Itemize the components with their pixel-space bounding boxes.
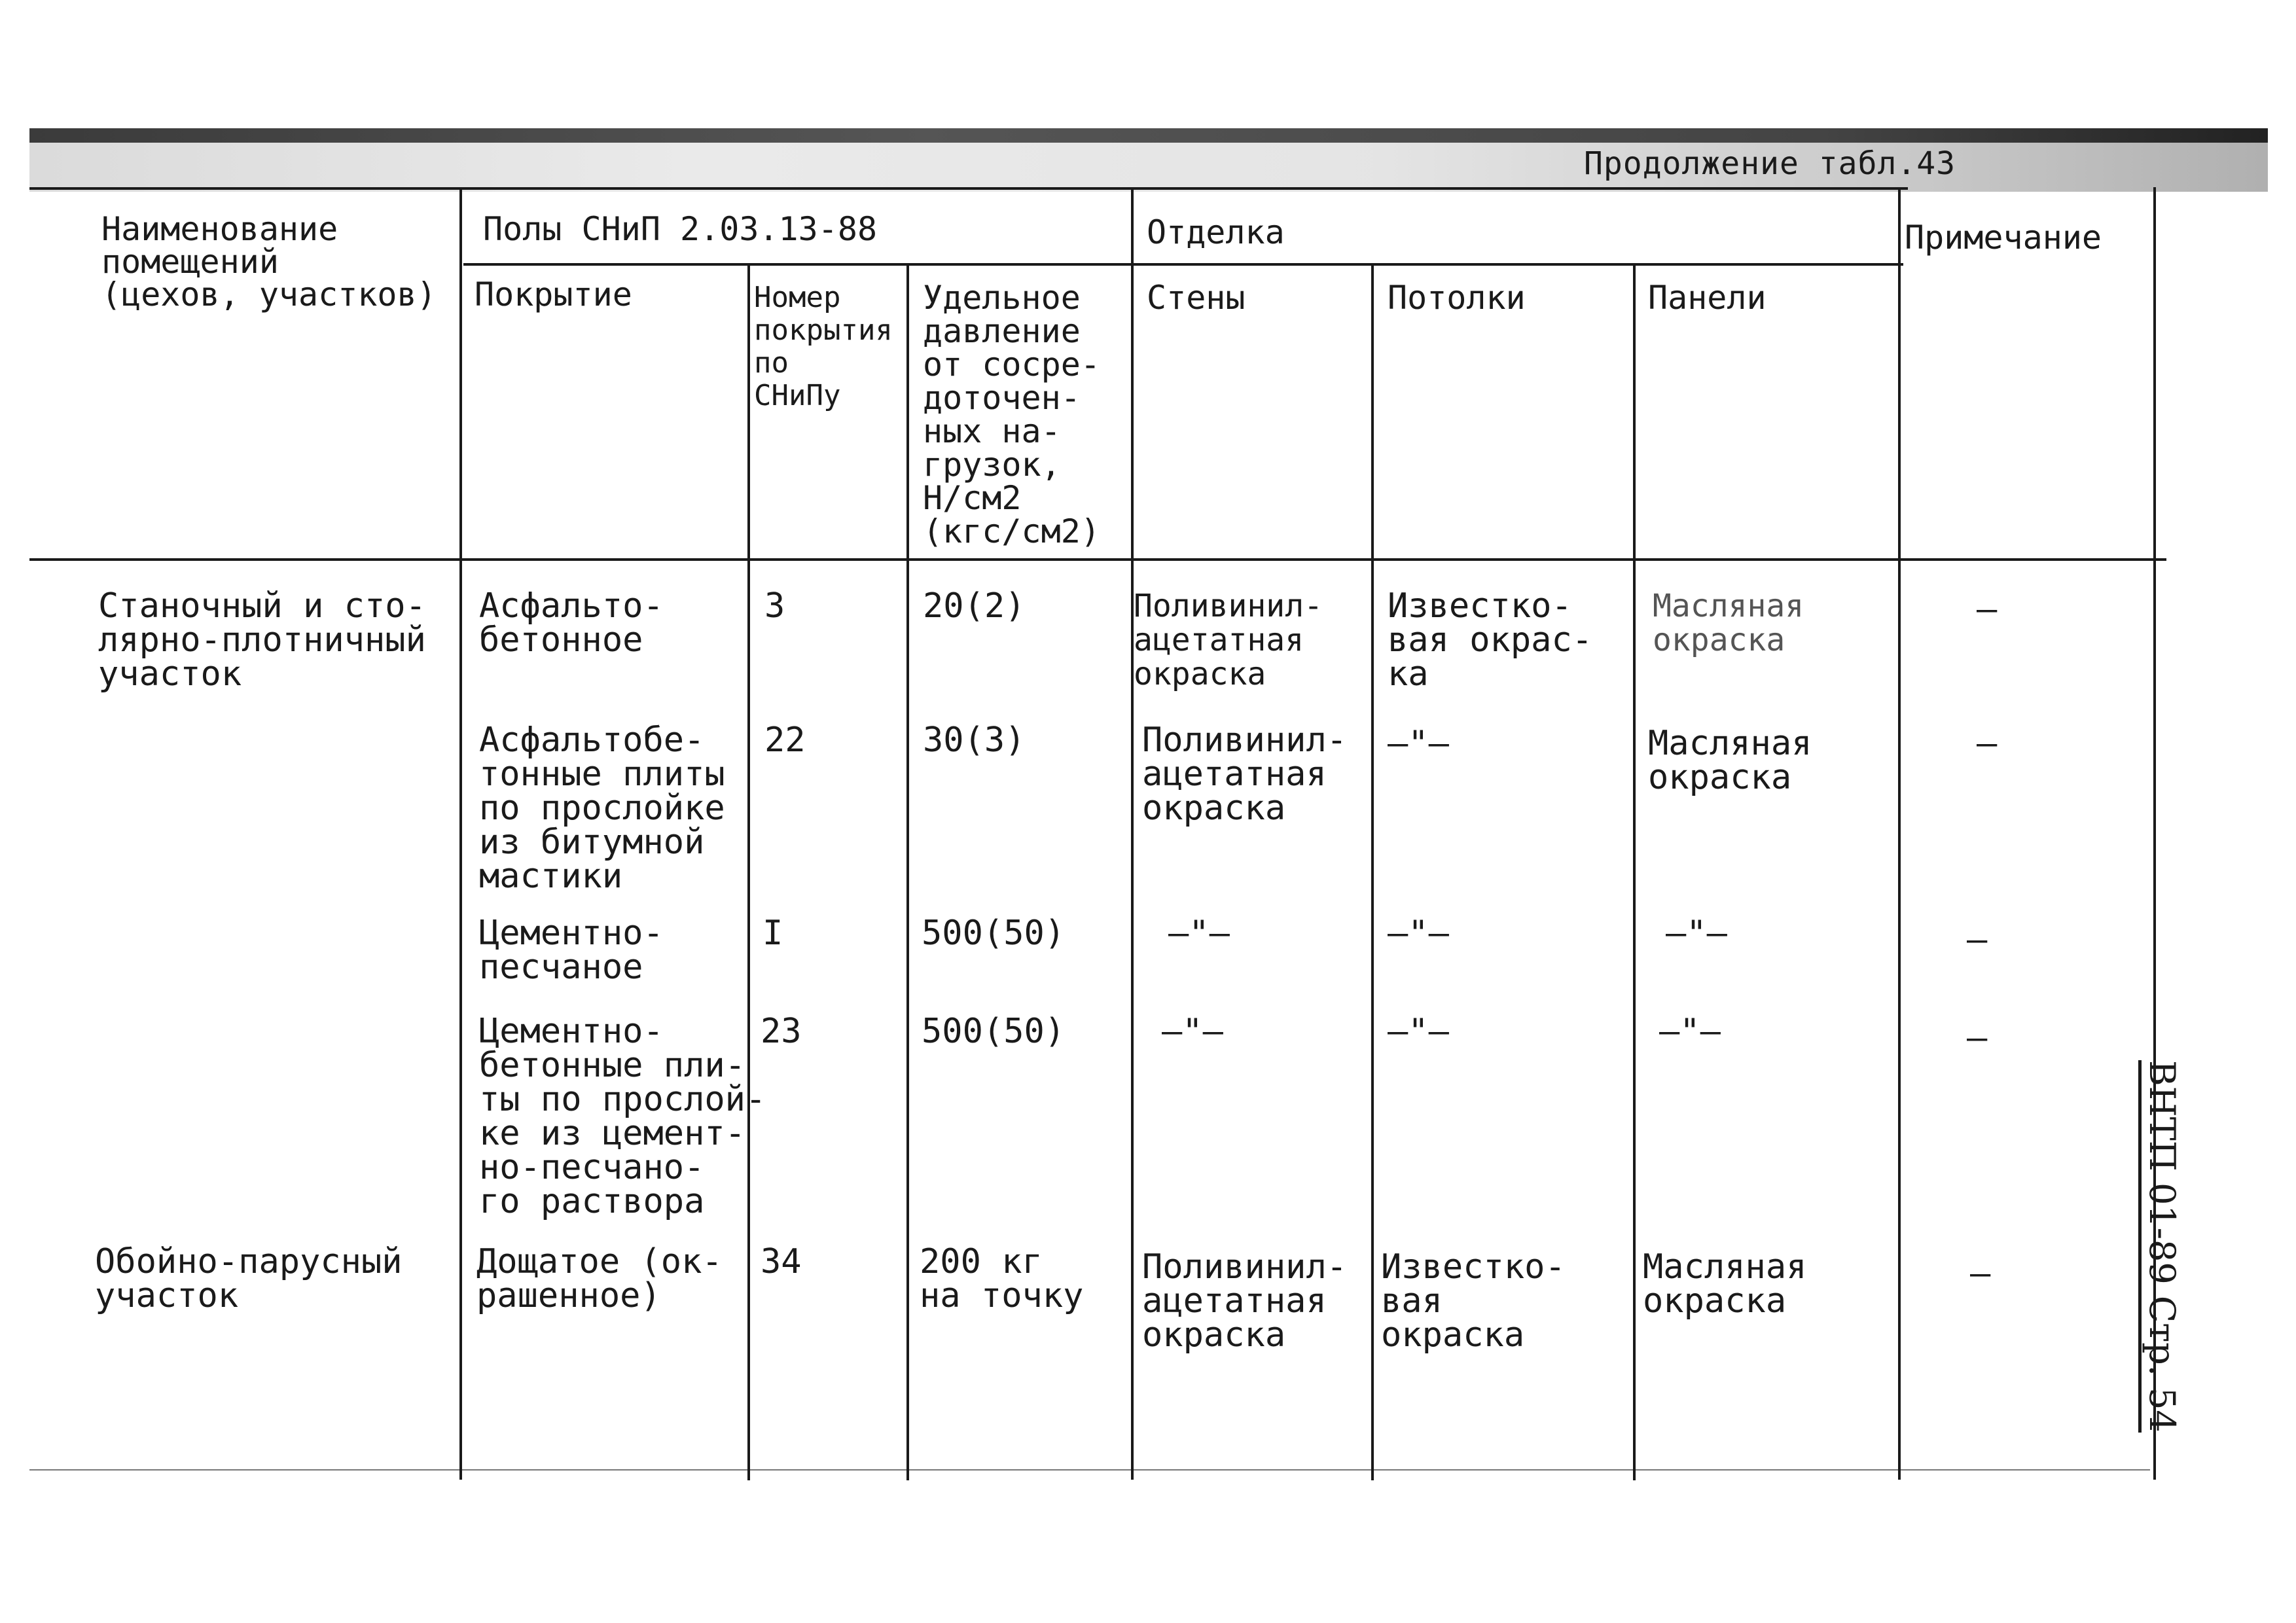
scan-shadow-edge: [29, 128, 2268, 143]
header-group-divider-floors: [463, 263, 1131, 266]
header-coating: Покрытие: [475, 276, 632, 313]
row4-coating: Цементно- бетонные пли- ты по прослой- ке из цемент- но-песчано- го раствора: [479, 1012, 766, 1221]
row4-number: 23: [761, 1012, 802, 1051]
row5-coating: Дощатое (ок- рашенное): [476, 1242, 723, 1315]
row3-note: –: [1967, 920, 1988, 959]
row5-ceilings: Известко- вая окраска: [1381, 1247, 1566, 1355]
header-note: Примечание: [1905, 219, 2102, 257]
col-divider-ceilings: [1633, 263, 1636, 1480]
row5-room: Обойно-парусный участок: [95, 1242, 403, 1315]
header-group-divider-finish: [1131, 263, 1903, 266]
side-document-stamp: ВНТП 01-89 Стр. 54: [2138, 1060, 2179, 1433]
row3-coating: Цементно- песчаное: [479, 914, 664, 987]
row2-walls: Поливинил- ацетатная окраска: [1142, 721, 1348, 828]
row5-walls: Поливинил- ацетатная окраска: [1142, 1247, 1348, 1355]
row3-number: I: [762, 914, 783, 953]
header-rooms: Наименование помещений (цехов, участков): [101, 210, 437, 313]
row1-number: 3: [764, 586, 785, 626]
header-panels: Панели: [1648, 279, 1767, 317]
header-floors-group: Полы СНиП 2.03.13-88: [483, 210, 878, 248]
header-walls: Стены: [1147, 279, 1246, 317]
row4-walls: —"—: [1162, 1012, 1223, 1051]
row1-pressure: 20(2): [923, 586, 1026, 626]
row4-pressure: 500(50): [922, 1012, 1066, 1051]
row2-ceilings: —"—: [1388, 724, 1449, 763]
row4-ceilings: —"—: [1388, 1012, 1449, 1051]
row5-panels: Масляная окраска: [1643, 1247, 1807, 1321]
row1-coating: Асфальто- бетонное: [479, 586, 664, 660]
row3-panels: —"—: [1666, 914, 1727, 953]
row1-panels: Масляная окраска: [1653, 588, 1804, 658]
row5-note: –: [1970, 1254, 1991, 1293]
row2-note: –: [1977, 724, 1998, 763]
col-divider-number: [906, 263, 909, 1480]
col-divider-room: [459, 187, 462, 1480]
row3-ceilings: —"—: [1388, 914, 1449, 953]
col-divider-walls: [1371, 263, 1374, 1480]
row2-panels: Масляная окраска: [1648, 724, 1812, 797]
header-coating-number: Номер покрытия по СНиПу: [754, 281, 893, 412]
row3-walls: —"—: [1168, 914, 1230, 953]
row5-number: 34: [761, 1242, 802, 1281]
col-divider-panels: [1898, 187, 1901, 1480]
row2-pressure: 30(3): [923, 721, 1026, 760]
col-divider-pressure: [1131, 187, 1134, 1480]
row1-ceilings: Известко- вая окрас- ка: [1388, 586, 1593, 694]
header-finish-group: Отделка: [1147, 213, 1285, 251]
row5-pressure: 200 кг на точку: [920, 1242, 1084, 1315]
row2-number: 22: [764, 721, 806, 760]
header-pressure: Удельное давление от сосре- доточен- ных на- грузок, Н/см2 (кгс/см2): [923, 279, 1100, 550]
row4-panels: —"—: [1659, 1012, 1721, 1051]
row1-room: Станочный и сто- лярно-плотничный участок: [98, 586, 426, 694]
row4-note: –: [1967, 1018, 1988, 1058]
row1-walls: Поливинил- ацетатная окраска: [1134, 588, 1323, 692]
table-bottom-edge: [29, 1469, 2150, 1471]
col-divider-coating: [747, 263, 750, 1480]
header-bottom-border: [29, 558, 2166, 561]
row3-pressure: 500(50): [922, 914, 1066, 953]
row1-note: –: [1977, 590, 1998, 629]
table-continuation-label: Продолжение табл.43: [1584, 145, 1956, 182]
header-ceilings: Потолки: [1388, 279, 1526, 317]
row2-coating: Асфальтобе- тонные плиты по прослойке из битумной мастики: [479, 721, 725, 896]
table-top-border: [29, 187, 1908, 190]
